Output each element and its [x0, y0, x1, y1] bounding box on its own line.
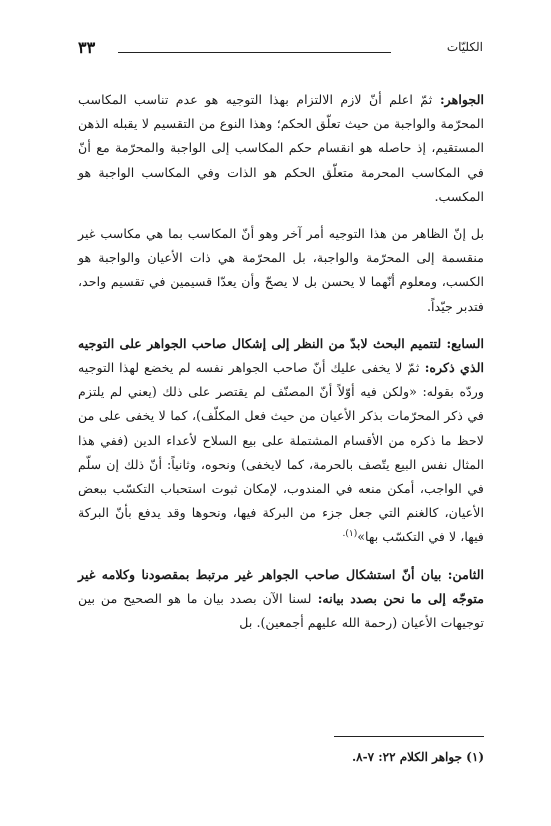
paragraph-heading: السابع: لتتميم البحث لابدّ من النظر إلى إشكال صاحب الجواهر على التوجيه الذي ذكره:: [78, 335, 485, 376]
footnote-rule: [334, 736, 484, 737]
paragraph-body: ثمّ لا يخفى عليك أنّ صاحب الجواهر نفسه لم يخضع لهذا التوجيه وردّه بقوله: «ولكن فيه أوّلاً أنّ المصنّف لم يقتصر على ذلك (يعني لم يلتزم في ذكر المحرّمات بذكر الأعيان من حيث فعل المكلّف)، كما لا يخفى على من لاحظ ما ذكره من الأقسام المشتملة على بيع السلاح لأعداء الدين (ففي هذا المثال نفس البيع يتّصف بالحرمة، كما لايخفى) ونحوه، وثانياً: أنّ ذلك إن سلّم في الواجب، أمكن منعه في المندوب، لإمكان ثبوت استحباب التكسّب ببعض الأعيان، كالغنم التي جعل جزء من البركة فيها، ونحوها وقد يدفع بأنّ البركة فيها، لا في التكسّب بها»: [78, 360, 484, 545]
paragraph-heading: الثامن: بيان أنّ استشكال صاحب الجواهر غير مرتبط بمقصودنا وكلامه غير متوجّه إلى ما نحن بصدد بيانه:: [78, 566, 484, 606]
paragraph-apparent: [78, 222, 484, 319]
paragraph-eighth: [78, 563, 484, 636]
paragraph-body: بل إنّ الظاهر من هذا التوجيه أمر آخر وهو أنّ المكاسب بما هي مكاسب غير منقسمة إلى المحرّمة والواجبة، بل المحرّمة هي ذات الأعيان والواجبة هو الكسب، ومعلوم أنّهما لا يحسن بل لا يصحّ وأن يعدّا قسيمين في تقسيم واحد، فتدبر جيّداً.: [78, 226, 484, 314]
header-rule: [118, 52, 391, 53]
page-number: ٣٣: [78, 38, 96, 57]
paragraph-seventh: [78, 332, 484, 550]
paragraph-body: لسنا الآن بصدد بيان ما هو الصحيح من بين توجيهات الأعيان (رحمة الله عليهم أجمعين). بل: [78, 590, 484, 631]
footnote-reference: (١).: [342, 529, 358, 540]
paragraph-jawahir: [78, 88, 484, 209]
footnote-1: (١) جواهر الكلام ٢٢: ٧-٨.: [351, 750, 484, 764]
paragraph-body: ثمّ اعلم أنّ لازم الالتزام بهذا التوجيه هو عدم تناسب المكاسب المحرّمة والواجبة من حيث تعلّق الحكم؛ وهذا النوع من التقسيم لا يقبله الذهن المستقيم، إذ حاصله هو انقسام حكم المكاسب إلى الواجبة والمحرّمة مع أنّ في المكاسب المحرمة متعلّق الحكم هو الذات وفي المكاسب الواجبة هو المكسب.: [78, 92, 484, 204]
running-title: الكليّات: [446, 40, 483, 54]
paragraph-heading: الجواهر:: [432, 92, 484, 107]
main-text: [78, 88, 484, 648]
page-header: [78, 38, 483, 60]
